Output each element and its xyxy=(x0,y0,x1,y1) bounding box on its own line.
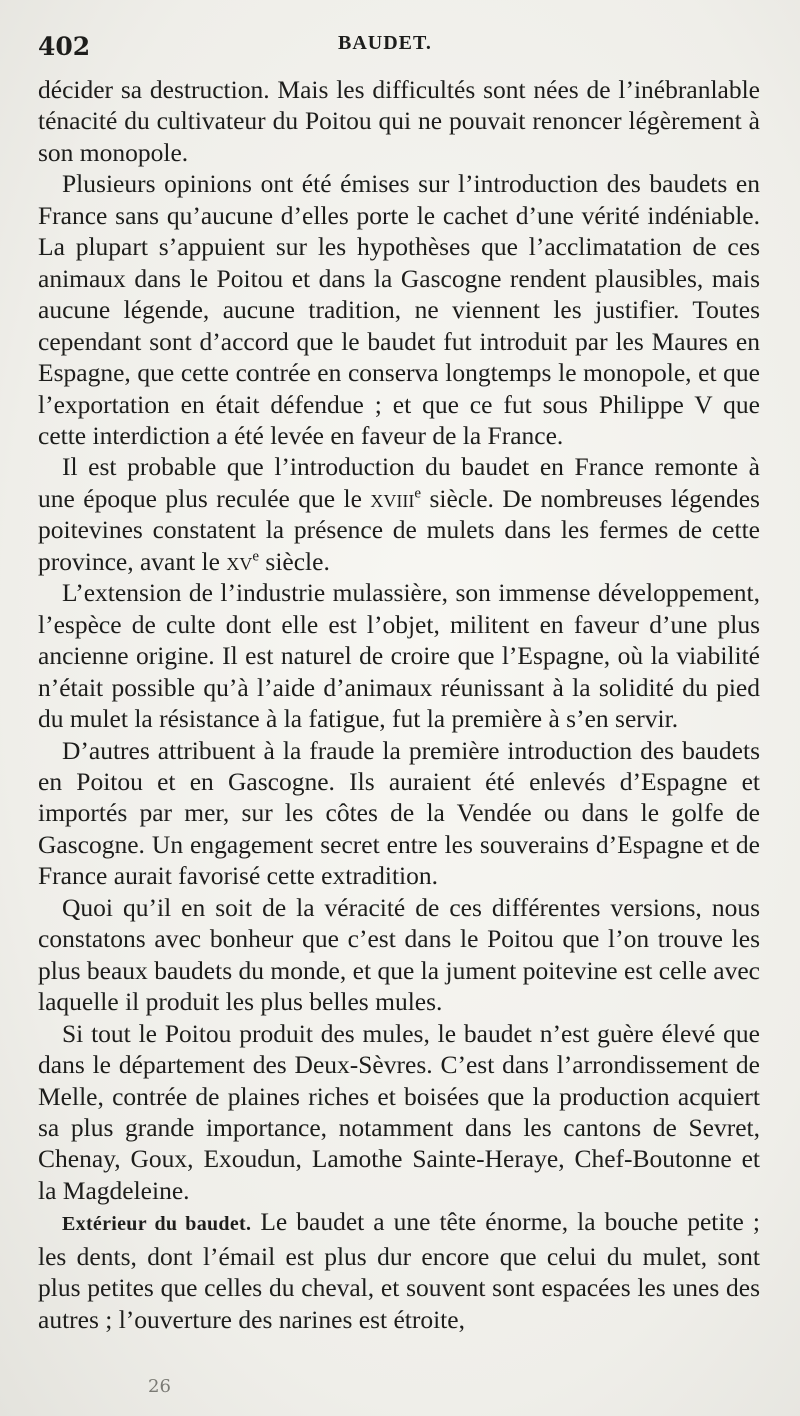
paragraph-7: Si tout le Poitou produit des mules, le baudet n’est guère élevé que dans le département des Deux-Sèvres. C’est dans l’arrondissement de Melle, contrée de plaines riches et boisées que la production acquiert sa plus grande importance, notamment dans les cantons de Sevret, Chenay, Goux, Exoudun, Lamothe Sainte-Heraye, Chef-Boutonne et la Magdeleine. xyxy=(38,1018,760,1205)
paragraph-4: L’extension de l’industrie mulassière, son immense développement, l’espèce de culte dont elle est l’objet, militent en faveur d’une plus ancienne origine. Il est naturel de croire que l’Espagne, où la viabilité n’était possible qu’à l’aide d’animaux réunissant à la solidité du pied du mulet la résistance à la fatigue, fut la première à s’en servir. xyxy=(38,578,760,734)
page-number: 402 xyxy=(38,32,91,61)
paragraph-2: Plusieurs opinions ont été émises sur l’introduction des baudets en France sans qu’aucune d’elles porte le cachet d’une vérité indéniable. La plupart s’appuient sur les hypothèses que l’acclimatation de ces animaux dans le Poitou et dans la Gascogne rendent plausibles, mais aucune légende, aucune tradition, ne viennent les justifier. Toutes cependant sont d’accord que le baudet fut introduit par les Maures en Espagne, que cette contrée en conserva longtemps le monopole, et que l’exportation en était défendue ; et que ce fut sous Philippe V que cette interdiction a été levée en faveur de la France. xyxy=(38,169,760,450)
paragraph-3: Il est probable que l’introduction du baudet en France remonte à une époque plus reculée que le xviii$^e$ siècle. De nombreuses légendes poitevines constatent la présence de mulets dans les fermes de cette province, avant le $xv^e$ siècle. xyxy=(38,452,760,576)
section-lead: Extérieur du baudet. xyxy=(62,1213,252,1236)
century-numeral: xviii xyxy=(370,483,415,513)
signature-mark: 26 xyxy=(148,1376,171,1397)
paragraph-8: Extérieur du baudet. Le baudet a une tête énorme, la bouche petite ; les dents, dont l’émail est plus dur encore que celui du mulet, sont plus petites que celles du cheval, et souvent sont espacées les unes des autres ; l’ouverture des narines est étroite, xyxy=(38,1207,760,1334)
century-numeral: xv xyxy=(226,546,253,576)
page-header xyxy=(38,30,760,66)
superscript: e xyxy=(414,485,422,502)
paragraph-1: décider sa destruction. Mais les difficultés sont nées de l’inébranlable ténacité du cultivateur du Poitou qui ne pouvait renoncer légèrement à son monopole. xyxy=(38,75,760,167)
paragraph-6: Quoi qu’il en soit de la véracité de ces différentes versions, nous constatons avec bonheur que c’est dans le Poitou que l’on trouve les plus beaux baudets du monde, et que la jument poitevine est celle avec laquelle il produit les plus belles mules. xyxy=(38,892,760,1017)
paragraph-5: D’autres attribuent à la fraude la première introduction des baudets en Poitou et en Gascogne. Ils auraient été enlevés d’Espagne et importés par mer, sur les côtes de la Vendée ou dans le golfe de Gascogne. Un engagement secret entre les souverains d’Espagne et de France aurait favorisé cette extradition. xyxy=(38,735,760,891)
body-text xyxy=(38,74,760,1335)
running-head: BAUDET. xyxy=(338,32,432,54)
superscript: e xyxy=(252,548,260,565)
